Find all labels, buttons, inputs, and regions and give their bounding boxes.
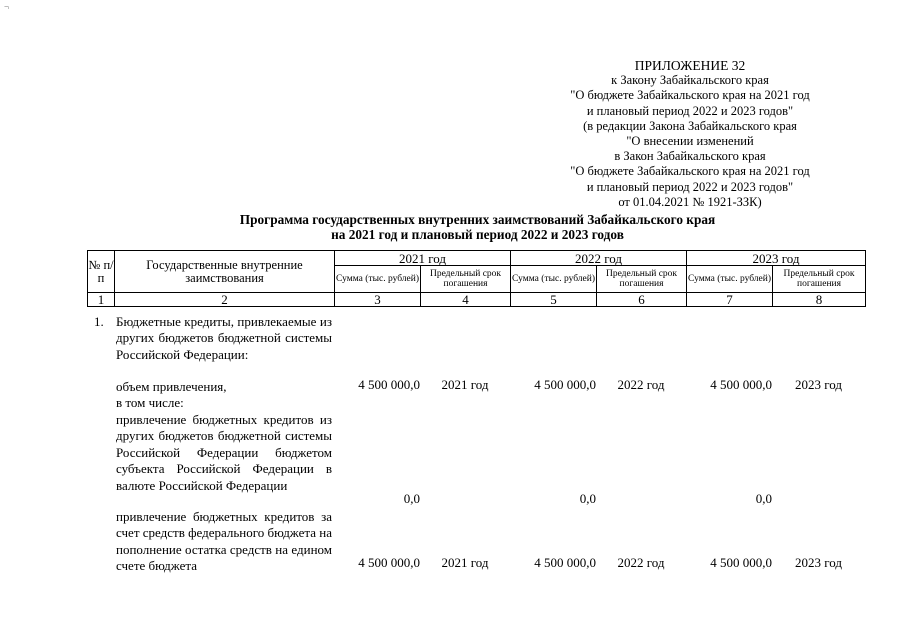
row-number: 1.: [94, 314, 104, 329]
volume-sum-2021: 4 500 000,0: [358, 377, 420, 392]
column-number: 7: [687, 293, 773, 307]
sub1-sum-2021: 0,0: [403, 491, 420, 506]
header-number-cell: № п/п: [88, 251, 115, 293]
sub-item-1: [116, 412, 332, 494]
column-number: 1: [88, 293, 115, 307]
document-title: [150, 212, 805, 242]
column-number: 8: [773, 293, 866, 307]
sub-item-2: [116, 509, 332, 575]
volume-sum-2023: 4 500 000,0: [710, 377, 772, 392]
appendix-line: от 01.04.2021 № 1921-ЗЗК): [618, 194, 762, 209]
volume-term-2022: 2022 год: [617, 377, 665, 392]
sub1-sum-2023: 0,0: [755, 491, 772, 506]
including-label: в том числе:: [116, 395, 184, 410]
appendix-line: "О бюджете Забайкальского края на 2021 год: [570, 88, 810, 103]
appendix-block: [540, 58, 840, 210]
title-line-1: Программа государственных внутренних заимствований Забайкальского края: [239, 212, 716, 227]
sub-item-1-text: привлечение бюджетных кредитов из других бюджетов бюджетной системы Российской Федерации бюджетом субъекта Российской Федерации в валюте Российской Федерации: [116, 412, 332, 493]
row-heading-text: Бюджетные кредиты, привлекаемые из других бюджетов бюджетной системы Российской Федерации:: [116, 314, 332, 362]
column-number: 5: [511, 293, 597, 307]
appendix-line: "О внесении изменений: [626, 134, 754, 149]
header-term-2022: Предельный срок погашения: [597, 266, 687, 293]
column-number: 6: [597, 293, 687, 307]
header-year-2022: 2022 год: [511, 251, 687, 266]
appendix-line: "О бюджете Забайкальского края на 2021 год: [570, 164, 810, 179]
sub-item-2-text: привлечение бюджетных кредитов за счет средств федерального бюджета на пополнение остатка средств на едином счете бюджета: [116, 509, 332, 574]
borrowing-table-header: [87, 250, 866, 307]
appendix-line: и плановый период 2022 и 2023 годов": [586, 179, 794, 194]
appendix-line: (в редакции Закона Забайкальского края: [583, 118, 797, 133]
header-sum-2022: Сумма (тыс. рублей): [511, 266, 597, 293]
sub2-sum-2022: 4 500 000,0: [534, 555, 596, 570]
sub1-sum-2022: 0,0: [579, 491, 596, 506]
sub2-term-2021: 2021 год: [441, 555, 489, 570]
header-name-cell: Государственные внутренние заимствования: [115, 251, 335, 293]
column-number: 2: [115, 293, 335, 307]
header-sum-2021: Сумма (тыс. рублей): [335, 266, 421, 293]
volume-label: объем привлечения,: [116, 379, 227, 394]
title-line-2: на 2021 год и плановый период 2022 и 2023 годов: [331, 227, 624, 242]
sub2-sum-2023: 4 500 000,0: [710, 555, 772, 570]
appendix-line: и плановый период 2022 и 2023 годов": [586, 103, 794, 118]
scan-corner-mark: ¬: [4, 2, 10, 12]
column-number: 3: [335, 293, 421, 307]
sub2-term-2022: 2022 год: [617, 555, 665, 570]
column-number: 4: [421, 293, 511, 307]
volume-term-2023: 2023 год: [795, 377, 842, 392]
volume-term-2021: 2021 год: [441, 377, 489, 392]
header-sum-2023: Сумма (тыс. рублей): [687, 266, 773, 293]
row-heading: [116, 314, 332, 363]
volume-sum-2022: 4 500 000,0: [534, 377, 596, 392]
sub2-term-2023: 2023 год: [795, 555, 842, 570]
appendix-heading: ПРИЛОЖЕНИЕ 32: [634, 58, 746, 73]
header-year-2021: 2021 год: [335, 251, 511, 266]
appendix-line: к Закону Забайкальского края: [611, 73, 769, 88]
header-term-2021: Предельный срок погашения: [421, 266, 511, 293]
header-term-2023: Предельный срок погашения: [773, 266, 866, 293]
sub2-sum-2021: 4 500 000,0: [358, 555, 420, 570]
header-year-2023: 2023 год: [687, 251, 866, 266]
appendix-line: в Закон Забайкальского края: [614, 149, 766, 164]
